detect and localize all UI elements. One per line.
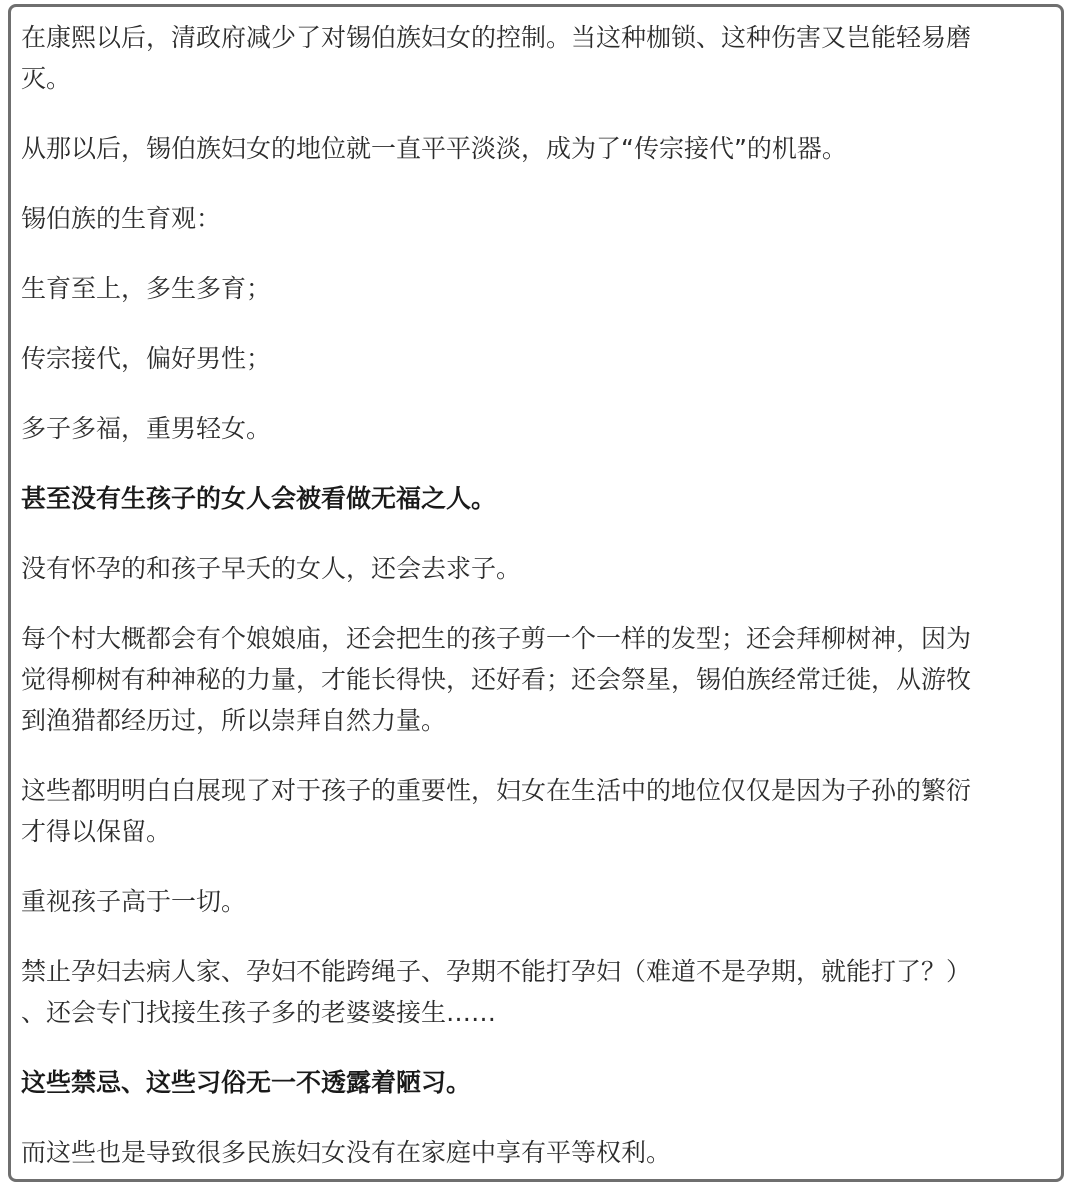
paragraph — [21, 770, 1047, 852]
text-line: 觉得柳树有种神秘的力量，才能长得快，还好看；还会祭星，锡伯族经常迁徙，从游牧 — [21, 665, 972, 694]
text-line: 才得以保留。 — [21, 817, 172, 846]
text-line: 这些禁忌、这些习俗无一不透露着陋习。 — [21, 1068, 472, 1097]
paragraph — [21, 268, 1047, 309]
text-line: 禁止孕妇去病人家、孕妇不能跨绳子、孕期不能打孕妇（难道不是孕期，就能打了？） — [21, 957, 972, 986]
paragraph — [21, 1132, 1047, 1173]
text-line: 甚至没有生孩子的女人会被看做无福之人。 — [21, 484, 497, 513]
paragraph — [21, 17, 1047, 99]
emphasis-paragraph — [21, 1062, 1047, 1103]
text-line: 从那以后，锡伯族妇女的地位就一直平平淡淡，成为了“传宗接代”的机器。 — [21, 134, 847, 163]
text-line: 没有怀孕的和孩子早夭的女人，还会去求子。 — [21, 554, 522, 583]
paragraph — [21, 548, 1047, 589]
text-line: 每个村大概都会有个娘娘庙，还会把生的孩子剪一个一样的发型；还会拜柳树神，因为 — [21, 624, 972, 653]
text-line: 到渔猎都经历过，所以崇拜自然力量。 — [21, 706, 447, 735]
emphasis-paragraph — [21, 478, 1047, 519]
paragraph — [21, 128, 1047, 169]
paragraph — [21, 338, 1047, 379]
article-body — [21, 17, 1047, 1182]
text-line: 生育至上，多生多育； — [21, 274, 272, 303]
text-line: 而这些也是导致很多民族妇女没有在家庭中享有平等权利。 — [21, 1138, 672, 1167]
text-line: 在康熙以后，清政府减少了对锡伯族妇女的控制。当这种枷锁、这种伤害又岂能轻易磨 — [21, 23, 972, 52]
paragraph — [21, 198, 1047, 239]
article-frame — [8, 4, 1064, 1182]
text-line: 、还会专门找接生孩子多的老婆婆接生…… — [21, 998, 497, 1027]
paragraph — [21, 408, 1047, 449]
text-line: 锡伯族的生育观： — [21, 204, 222, 233]
paragraph — [21, 618, 1047, 741]
text-line: 重视孩子高于一切。 — [21, 887, 247, 916]
paragraph — [21, 881, 1047, 922]
text-line: 灭。 — [21, 64, 72, 93]
paragraph — [21, 951, 1047, 1033]
text-line: 这些都明明白白展现了对于孩子的重要性，妇女在生活中的地位仅仅是因为子孙的繁衍 — [21, 776, 972, 805]
text-line: 传宗接代，偏好男性； — [21, 344, 272, 373]
text-line: 多子多福，重男轻女。 — [21, 414, 272, 443]
